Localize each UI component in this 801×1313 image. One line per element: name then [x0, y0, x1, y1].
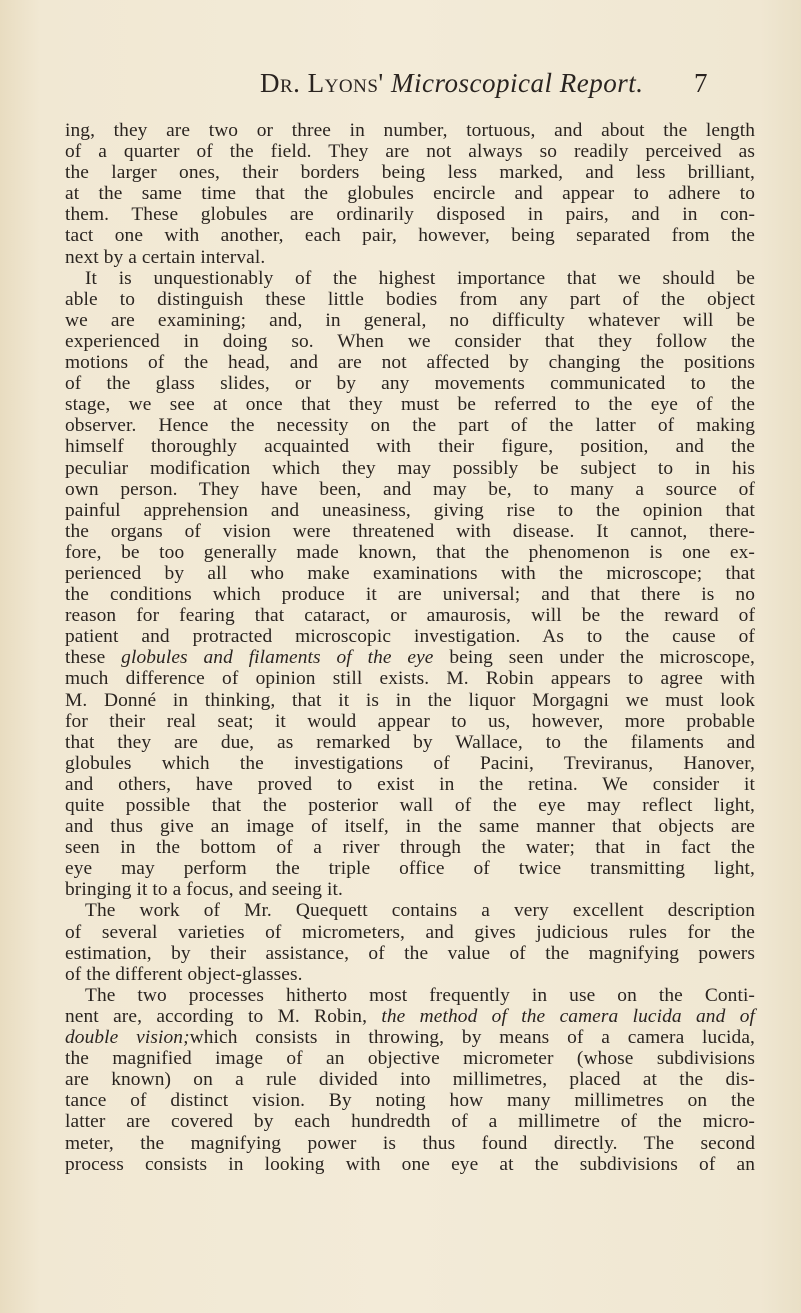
- text-line: able to distinguish these little bodies from any part of the object: [65, 288, 755, 310]
- text-run: being seen under the microscope,: [449, 647, 756, 669]
- running-title-author: Dr. Lyons': [260, 68, 384, 98]
- text-line: ing, they are two or three in number, tortuous, and about the length: [65, 120, 755, 141]
- text-line: The two processes hitherto most frequently in use on the Conti-: [85, 984, 755, 1006]
- running-title-work: Microscopical Report.: [391, 68, 644, 98]
- text-line: tact one with another, each pair, however, being separated from the: [65, 225, 755, 247]
- text-line: for their real seat; it would appear to us, however, more probable: [65, 710, 755, 732]
- text-line: much difference of opinion still exists. M. Robin appears to agree with: [65, 668, 755, 690]
- text-line: stage, we see at once that they must be referred to the eye of the: [65, 394, 755, 416]
- text-line: experienced in doing so. When we consider that they follow the: [65, 330, 755, 352]
- text-line: reason for fearing that cataract, or amaurosis, will be the reward of: [65, 605, 755, 627]
- text-line: perienced by all who make examinations with the microscope; that: [65, 562, 755, 584]
- text-line: of several varieties of micrometers, and gives judicious rules for the: [65, 921, 755, 943]
- text-run: nent are, according to M. Robin,: [65, 1005, 368, 1027]
- text-line: latter are covered by each hundredth of a millimetre of the micro-: [65, 1111, 755, 1133]
- text-line: of the glass slides, or by any movements communicated to the: [65, 373, 755, 395]
- text-line: process consists in looking with one eye at the subdivisions of an: [65, 1153, 755, 1175]
- running-title: [260, 68, 643, 99]
- running-head: [0, 68, 801, 108]
- text-line: the magnified image of an objective micrometer (whose subdivisions: [65, 1048, 755, 1070]
- text-line: It is unquestionably of the highest importance that we should be: [85, 267, 755, 289]
- text-line: quite possible that the posterior wall of the eye may reflect light,: [65, 795, 755, 816]
- text-line: that they are due, as remarked by Wallace, to the filaments and: [65, 731, 755, 753]
- text-line: and others, have proved to exist in the retina. We consider it: [65, 773, 755, 795]
- emphasis-text: the method of the camera lucida and of: [381, 1005, 755, 1027]
- text-line: them. These globules are ordinarily disposed in pairs, and in con-: [65, 204, 755, 226]
- text-line: motions of the head, and are not affected by changing the positions: [65, 352, 755, 374]
- text-line: and thus give an image of itself, in the same manner that objects are: [65, 816, 755, 838]
- text-line: we are examining; and, in general, no difficulty whatever will be: [65, 309, 755, 331]
- page-number: 7: [694, 68, 708, 98]
- text-line: bringing it to a focus, and seeing it.: [65, 879, 343, 901]
- text-run: which consists in throwing, by means of a camera lucida,: [189, 1027, 755, 1049]
- text-line: patient and protracted microscopic investigation. As to the cause of: [65, 626, 755, 648]
- text-line: seen in the bottom of a river through the water; that in fact the: [65, 837, 755, 859]
- text-line: tance of distinct vision. By noting how many millimetres on the: [65, 1090, 755, 1112]
- text-line: meter, the magnifying power is thus found directly. The second: [65, 1132, 755, 1154]
- text-line: the conditions which produce it are universal; and that there is no: [65, 584, 755, 606]
- text-line: the organs of vision were threatened with disease. It cannot, there-: [65, 520, 755, 542]
- text-line: are known) on a rule divided into millimetres, placed at the dis-: [65, 1069, 755, 1091]
- text-line: himself thoroughly acquainted with their figure, position, and the: [65, 436, 755, 458]
- text-line: fore, be too generally made known, that the phenomenon is one ex-: [65, 541, 755, 563]
- body-text: [65, 120, 755, 1175]
- text-line: of a quarter of the field. They are not always so readily perceived as: [65, 141, 755, 163]
- text-run: these: [65, 647, 106, 669]
- text-line: painful apprehension and uneasiness, giving rise to the opinion that: [65, 499, 755, 521]
- text-line: eye may perform the triple office of twice transmitting light,: [65, 858, 755, 880]
- text-line: own person. They have been, and may be, to many a source of: [65, 478, 755, 500]
- text-line: at the same time that the globules encircle and appear to adhere to: [65, 183, 755, 205]
- emphasis-text: globules and filaments of the eye: [121, 647, 434, 669]
- text-line: [65, 1027, 755, 1048]
- text-line: [65, 1006, 755, 1027]
- text-line: the larger ones, their borders being less marked, and less brilliant,: [65, 162, 755, 184]
- text-line: next by a certain interval.: [65, 246, 266, 268]
- text-line: observer. Hence the necessity on the part of the latter of making: [65, 415, 755, 437]
- text-line: peculiar modification which they may possibly be subject to in his: [65, 457, 755, 479]
- text-line: estimation, by their assistance, of the value of the magnifying powers: [65, 942, 755, 964]
- text-line: of the different object-glasses.: [65, 963, 303, 985]
- text-line: globules which the investigations of Pacini, Treviranus, Hanover,: [65, 752, 755, 774]
- text-line: The work of Mr. Quequett contains a very excellent description: [85, 900, 755, 922]
- text-line: [65, 647, 755, 668]
- text-line: M. Donné in thinking, that it is in the liquor Morgagni we must look: [65, 689, 755, 711]
- emphasis-text: double vision;: [65, 1027, 190, 1049]
